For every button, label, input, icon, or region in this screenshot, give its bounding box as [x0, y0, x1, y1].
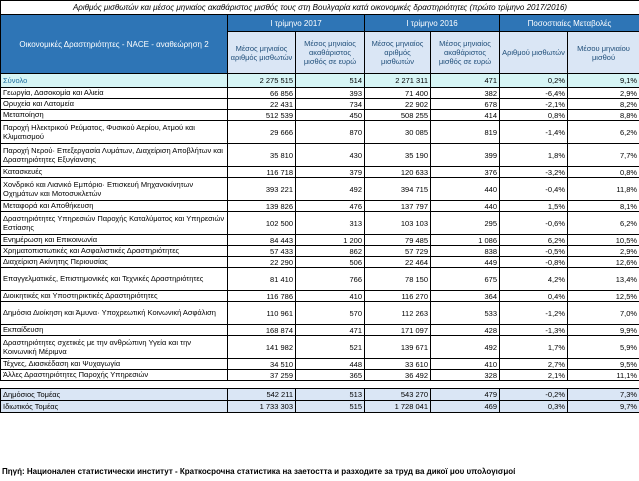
cell-emp-2016: 103 103	[365, 212, 431, 235]
total-chg-emp: 0,2%	[500, 74, 568, 88]
header-percent-change: Ποσοστιαίες Μεταβολές	[500, 15, 639, 32]
cell-emp-2017: 34 510	[228, 359, 296, 370]
header-q1-2017: I τρίμηνο 2017	[228, 15, 365, 32]
cell-chg-wage: 2,9%	[568, 88, 639, 99]
cell-chg-emp: -6,4%	[500, 88, 568, 99]
table-row	[1, 370, 639, 381]
cell-chg-emp: -1,2%	[500, 302, 568, 325]
sector-row	[1, 401, 639, 413]
cell-wage-2016: 440	[431, 201, 500, 212]
cell-emp-2016: 22 464	[365, 257, 431, 268]
cell-emp-2016: 35 190	[365, 144, 431, 167]
activity-label: Χονδρικό και Λιανικό Εμπόριο· Επισκευή Μηχανοκίνητων Οχημάτων και Μοτοσυκλετών	[1, 178, 228, 201]
cell-emp-2016: 116 270	[365, 291, 431, 302]
total-wage-2017: 514	[296, 74, 365, 88]
cell-chg-emp: -1,4%	[500, 121, 568, 144]
cell-wage-2016: 533	[431, 302, 500, 325]
cell-wage-2017: 766	[296, 268, 365, 291]
cell-wage-2016: 399	[431, 144, 500, 167]
sector-chg-emp: -0,2%	[500, 389, 568, 401]
cell-chg-emp: 4,2%	[500, 268, 568, 291]
cell-emp-2017: 139 826	[228, 201, 296, 212]
cell-chg-emp: 2,1%	[500, 370, 568, 381]
cell-wage-2016: 376	[431, 167, 500, 178]
header-q1-2016: I τρίμηνο 2016	[365, 15, 500, 32]
cell-emp-2017: 102 500	[228, 212, 296, 235]
cell-emp-2016: 120 633	[365, 167, 431, 178]
cell-chg-emp: 1,5%	[500, 201, 568, 212]
activity-label: Δημόσια Διοίκηση και Άμυνα· Υποχρεωτική Κοινωνική Ασφάλιση	[1, 302, 228, 325]
cell-wage-2016: 295	[431, 212, 500, 235]
cell-chg-wage: 11,1%	[568, 370, 639, 381]
cell-chg-emp: -0,4%	[500, 178, 568, 201]
cell-emp-2017: 512 539	[228, 110, 296, 121]
activity-label: Μεταφορά και Αποθήκευση	[1, 201, 228, 212]
cell-emp-2017: 84 443	[228, 235, 296, 246]
sector-emp-2017: 1 733 303	[228, 401, 296, 413]
cell-emp-2016: 394 715	[365, 178, 431, 201]
cell-chg-wage: 2,9%	[568, 246, 639, 257]
cell-wage-2016: 838	[431, 246, 500, 257]
total-chg-wage: 9,1%	[568, 74, 639, 88]
activity-label: Παροχή Νερού· Επεξεργασία Λυμάτων, Διαχείριση Αποβλήτων και Δραστηριότητες Εξυγίανσης	[1, 144, 228, 167]
total-emp-2016: 2 271 311	[365, 74, 431, 88]
cell-wage-2017: 870	[296, 121, 365, 144]
cell-wage-2016: 414	[431, 110, 500, 121]
cell-chg-wage: 8,1%	[568, 201, 639, 212]
sector-chg-emp: 0,3%	[500, 401, 568, 413]
table-row	[1, 167, 639, 178]
cell-chg-emp: -0,6%	[500, 212, 568, 235]
sector-emp-2016: 1 728 041	[365, 401, 431, 413]
sector-wage-2016: 469	[431, 401, 500, 413]
table-row	[1, 336, 639, 359]
cell-emp-2017: 141 982	[228, 336, 296, 359]
sector-label: Δημόσιος Τομέας	[1, 389, 228, 401]
cell-wage-2016: 364	[431, 291, 500, 302]
cell-emp-2017: 168 874	[228, 325, 296, 336]
sector-wage-2017: 515	[296, 401, 365, 413]
cell-emp-2016: 36 492	[365, 370, 431, 381]
sector-chg-wage: 7,3%	[568, 389, 639, 401]
activity-column-header: Οικονομικές Δραστηριότητες - NACE - αναθεώρηση 2	[1, 15, 228, 74]
cell-chg-wage: 12,5%	[568, 291, 639, 302]
cell-emp-2016: 30 085	[365, 121, 431, 144]
activity-label: Άλλες Δραστηριότητες Παροχής Υπηρεσιών	[1, 370, 228, 381]
cell-chg-emp: 0,8%	[500, 110, 568, 121]
table-row	[1, 110, 639, 121]
cell-emp-2016: 78 150	[365, 268, 431, 291]
cell-wage-2016: 449	[431, 257, 500, 268]
cell-wage-2016: 678	[431, 99, 500, 110]
sector-rows	[1, 389, 639, 413]
cell-chg-wage: 11,8%	[568, 178, 639, 201]
total-row	[1, 74, 639, 88]
table-row	[1, 325, 639, 336]
cell-chg-wage: 13,4%	[568, 268, 639, 291]
sector-wage-2016: 479	[431, 389, 500, 401]
sector-emp-2016: 543 270	[365, 389, 431, 401]
cell-emp-2017: 37 259	[228, 370, 296, 381]
table-row	[1, 257, 639, 268]
activity-label: Κατασκευές	[1, 167, 228, 178]
table-row	[1, 268, 639, 291]
table-row	[1, 144, 639, 167]
header-wage-2017: Μέσος μηνιαίος ακαθάριστος μισθός σε ευρώ	[296, 32, 365, 74]
cell-emp-2016: 139 671	[365, 336, 431, 359]
cell-chg-wage: 10,5%	[568, 235, 639, 246]
cell-wage-2017: 448	[296, 359, 365, 370]
cell-chg-wage: 9,5%	[568, 359, 639, 370]
cell-chg-wage: 8,2%	[568, 99, 639, 110]
sector-row	[1, 389, 639, 401]
cell-chg-wage: 6,2%	[568, 212, 639, 235]
cell-chg-emp: -3,2%	[500, 167, 568, 178]
activity-label: Δραστηριότητες Υπηρεσιών Παροχής Καταλύματος και Υπηρεσιών Εστίασης	[1, 212, 228, 235]
table-row	[1, 88, 639, 99]
cell-chg-emp: -1,3%	[500, 325, 568, 336]
table-row	[1, 201, 639, 212]
cell-emp-2017: 116 718	[228, 167, 296, 178]
table-row	[1, 235, 639, 246]
activity-label: Γεωργία, Δασοκομία και Αλιεία	[1, 88, 228, 99]
sector-label: Ιδιωτικός Τομέας	[1, 401, 228, 413]
source-note: Πηγή: Национален статистически институт - Краткосрочна статистика на заетостта и разходите за труд ва дикої μου υπολογισμοί	[2, 467, 516, 476]
cell-chg-wage: 7,0%	[568, 302, 639, 325]
activity-label: Χρηματοπιστωτικές και Ασφαλιστικές Δραστηριότητες	[1, 246, 228, 257]
cell-wage-2017: 476	[296, 201, 365, 212]
cell-emp-2016: 171 097	[365, 325, 431, 336]
cell-emp-2017: 57 433	[228, 246, 296, 257]
sector-emp-2017: 542 211	[228, 389, 296, 401]
total-emp-2017: 2 275 515	[228, 74, 296, 88]
table-row	[1, 121, 639, 144]
cell-wage-2017: 410	[296, 291, 365, 302]
activity-label: Τέχνες, Διασκέδαση και Ψυχαγωγία	[1, 359, 228, 370]
cell-wage-2016: 1 086	[431, 235, 500, 246]
table-row	[1, 246, 639, 257]
cell-wage-2017: 506	[296, 257, 365, 268]
activity-label: Ορυχεία και Λατομεία	[1, 99, 228, 110]
table-row	[1, 212, 639, 235]
activity-label: Παροχή Ηλεκτρικού Ρεύματος, Φυσικού Αερίου, Ατμού και Κλιματισμού	[1, 121, 228, 144]
cell-chg-wage: 12,6%	[568, 257, 639, 268]
activity-label: Επαγγελματικές, Επιστημονικές και Τεχνικές Δραστηριότητες	[1, 268, 228, 291]
cell-wage-2017: 521	[296, 336, 365, 359]
activity-label: Διαχείριση Ακίνητης Περιουσίας	[1, 257, 228, 268]
table-row	[1, 99, 639, 110]
cell-emp-2017: 116 786	[228, 291, 296, 302]
total-label: Σύνολο	[1, 74, 228, 88]
cell-chg-wage: 9,9%	[568, 325, 639, 336]
activity-label: Ενημέρωση και Επικοινωνία	[1, 235, 228, 246]
cell-emp-2017: 29 666	[228, 121, 296, 144]
cell-emp-2016: 137 797	[365, 201, 431, 212]
cell-emp-2016: 112 263	[365, 302, 431, 325]
cell-wage-2017: 430	[296, 144, 365, 167]
cell-chg-wage: 6,2%	[568, 121, 639, 144]
cell-wage-2017: 379	[296, 167, 365, 178]
cell-chg-wage: 5,9%	[568, 336, 639, 359]
activity-label: Εκπαίδευση	[1, 325, 228, 336]
cell-wage-2016: 382	[431, 88, 500, 99]
cell-emp-2017: 393 221	[228, 178, 296, 201]
cell-wage-2017: 734	[296, 99, 365, 110]
cell-chg-emp: 6,2%	[500, 235, 568, 246]
cell-emp-2017: 81 410	[228, 268, 296, 291]
cell-chg-wage: 0,8%	[568, 167, 639, 178]
cell-wage-2016: 428	[431, 325, 500, 336]
cell-wage-2016: 819	[431, 121, 500, 144]
cell-wage-2016: 440	[431, 178, 500, 201]
cell-emp-2016: 22 902	[365, 99, 431, 110]
table-row	[1, 291, 639, 302]
table-row	[1, 302, 639, 325]
cell-emp-2017: 22 431	[228, 99, 296, 110]
cell-wage-2017: 492	[296, 178, 365, 201]
cell-chg-wage: 7,7%	[568, 144, 639, 167]
cell-chg-wage: 8,8%	[568, 110, 639, 121]
sector-wage-2017: 513	[296, 389, 365, 401]
header-employees-2016: Μέσος μηνιαίος αριθμός μισθωτών	[365, 32, 431, 74]
cell-wage-2017: 450	[296, 110, 365, 121]
activity-label: Μεταποίηση	[1, 110, 228, 121]
cell-wage-2016: 410	[431, 359, 500, 370]
activity-label: Διοικητικές και Υποστηρικτικές Δραστηριότητες	[1, 291, 228, 302]
cell-chg-emp: 2,7%	[500, 359, 568, 370]
header-wage-2016: Μέσος μηνιαίος ακαθάριστος μισθός σε ευρώ	[431, 32, 500, 74]
table-row	[1, 178, 639, 201]
cell-chg-emp: -0,8%	[500, 257, 568, 268]
cell-chg-emp: 1,8%	[500, 144, 568, 167]
cell-emp-2016: 57 729	[365, 246, 431, 257]
cell-emp-2017: 35 810	[228, 144, 296, 167]
table-title: Αριθμός μισθωτών και μέσος μηνιαίος ακαθάριστος μισθός τους στη Βουλγαρία κατά οικονομικές δραστηριότητες (πρώτο τρίμηνο 2017/2016)	[1, 1, 639, 15]
cell-emp-2016: 508 255	[365, 110, 431, 121]
total-wage-2016: 471	[431, 74, 500, 88]
cell-wage-2017: 862	[296, 246, 365, 257]
cell-emp-2016: 71 400	[365, 88, 431, 99]
activity-label: Δραστηριότητες σχετικές με την ανθρώπινη Υγεία και την Κοινωνική Μέριμνα	[1, 336, 228, 359]
sector-chg-wage: 9,7%	[568, 401, 639, 413]
cell-wage-2017: 313	[296, 212, 365, 235]
cell-chg-emp: -0,5%	[500, 246, 568, 257]
header-change-wage: Μέσου μηνιαίου μισθού	[568, 32, 639, 74]
cell-wage-2016: 328	[431, 370, 500, 381]
cell-emp-2017: 110 961	[228, 302, 296, 325]
activity-rows	[1, 88, 639, 381]
cell-emp-2016: 79 485	[365, 235, 431, 246]
cell-chg-emp: 1,7%	[500, 336, 568, 359]
cell-wage-2017: 471	[296, 325, 365, 336]
cell-emp-2017: 22 290	[228, 257, 296, 268]
cell-wage-2016: 675	[431, 268, 500, 291]
cell-wage-2017: 1 200	[296, 235, 365, 246]
header-change-employees: Αριθμού μισθωτών	[500, 32, 568, 74]
cell-chg-emp: 0,4%	[500, 291, 568, 302]
table-row	[1, 359, 639, 370]
cell-wage-2017: 393	[296, 88, 365, 99]
cell-emp-2016: 33 610	[365, 359, 431, 370]
cell-wage-2017: 365	[296, 370, 365, 381]
cell-wage-2017: 570	[296, 302, 365, 325]
cell-chg-emp: -2,1%	[500, 99, 568, 110]
cell-wage-2016: 492	[431, 336, 500, 359]
header-employees-2017: Μέσος μηνιαίος αριθμός μισθωτών	[228, 32, 296, 74]
cell-emp-2017: 66 856	[228, 88, 296, 99]
